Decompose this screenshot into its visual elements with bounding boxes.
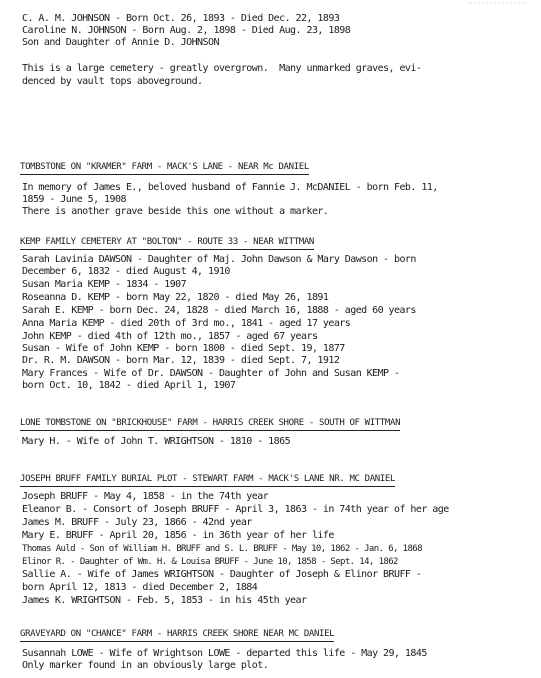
entry-line: Dr. R. M. DAWSON - born Mar. 12, 1839 - died Sept. 7, 1912 [22,355,340,366]
note-line: Only marker found in an obviously large plot. [22,660,269,671]
entry-line: Caroline N. JOHNSON - Born Aug. 2, 1898 - Died Aug. 23, 1898 [22,25,351,36]
entry-line: born Oct. 10, 1842 - died April 1, 1907 [22,380,236,391]
section-heading: LONE TOMBSTONE ON "BRICKHOUSE" FARM - HARRIS CREEK SHORE - SOUTH OF WITTMAN [20,418,400,431]
note-line: denced by vault tops aboveground. [22,76,203,87]
section-heading: KEMP FAMILY CEMETERY AT "BOLTON" - ROUTE 33 - NEAR WITTMAN [20,237,314,250]
entry-line: In memory of James E., beloved husband of Fannie J. McDANIEL - born Feb. 11, [22,182,438,193]
bleed-through-marks [467,2,527,40]
entry-line: Son and Daughter of Annie D. JOHNSON [22,37,219,48]
entry-line: Mary Frances - Wife of Dr. DAWSON - Daughter of John and Susan KEMP - [22,368,400,379]
entry-line: Anna Maria KEMP - died 20th of 3rd mo., 1841 - aged 17 years [22,318,351,329]
section-heading: JOSEPH BRUFF FAMILY BURIAL PLOT - STEWART FARM - MACK'S LANE NR. MC DANIEL [20,474,395,487]
entry-line: Sarah E. KEMP - born Dec. 24, 1828 - died March 16, 1888 - aged 60 years [22,305,416,316]
entry-line: Joseph BRUFF - May 4, 1858 - in the 74th year [22,491,269,502]
entry-line: Susan Maria KEMP - 1834 - 1907 [22,279,187,290]
entry-line: December 6, 1832 - died August 4, 1910 [22,266,230,277]
entry-line: C. A. M. JOHNSON - Born Oct. 26, 1893 - Died Dec. 22, 1893 [22,13,340,24]
entry-line: Sallie A. - Wife of James WRIGHTSON - Daughter of Joseph & Elinor BRUFF - [22,569,422,580]
entry-line: Sarah Lavinia DAWSON - Daughter of Maj. John Dawson & Mary Dawson - born [22,254,416,265]
entry-line: Mary H. - Wife of John T. WRIGHTSON - 1810 - 1865 [22,436,291,447]
entry-line: Mary E. BRUFF - April 20, 1856 - in 36th year of her life [22,530,334,541]
entry-line: born April 12, 1813 - died December 2, 1884 [22,582,258,593]
entry-line: Susan - Wife of John KEMP - born 1800 - died Sept. 19, 1877 [22,343,345,354]
entry-line: Susannah LOWE - Wife of Wrightson LOWE - departed this life - May 29, 1845 [22,648,427,659]
entry-line: James K. WRIGHTSON - Feb. 5, 1853 - in his 45th year [22,595,307,606]
entry-line: John KEMP - died 4th of 12th mo., 1857 - aged 67 years [22,331,318,342]
section-heading: GRAVEYARD ON "CHANCE" FARM - HARRIS CREEK SHORE NEAR MC DANIEL [20,629,334,642]
entry-line: 1859 - June 5, 1908 [22,194,126,205]
section-heading: TOMBSTONE ON "KRAMER" FARM - MACK'S LANE - NEAR Mc DANIEL [20,162,309,175]
note-line: This is a large cemetery - greatly overgrown. Many unmarked graves, evi- [22,63,422,74]
entry-line: Thomas Auld - Son of William H. BRUFF and S. L. BRUFF - May 10, 1862 - Jan. 6, 1868 [22,544,422,554]
entry-line: Eleanor B. - Consort of Joseph BRUFF - April 3, 1863 - in 74th year of her age [22,504,449,515]
entry-line: James M. BRUFF - July 23, 1866 - 42nd year [22,517,252,528]
note-line: There is another grave beside this one without a marker. [22,206,329,217]
entry-line: Elinor R. - Daughter of Wm. H. & Louisa BRUFF - June 10, 1858 - Sept. 14, 1862 [22,557,398,567]
entry-line: Roseanna D. KEMP - born May 22, 1820 - died May 26, 1891 [22,292,329,303]
